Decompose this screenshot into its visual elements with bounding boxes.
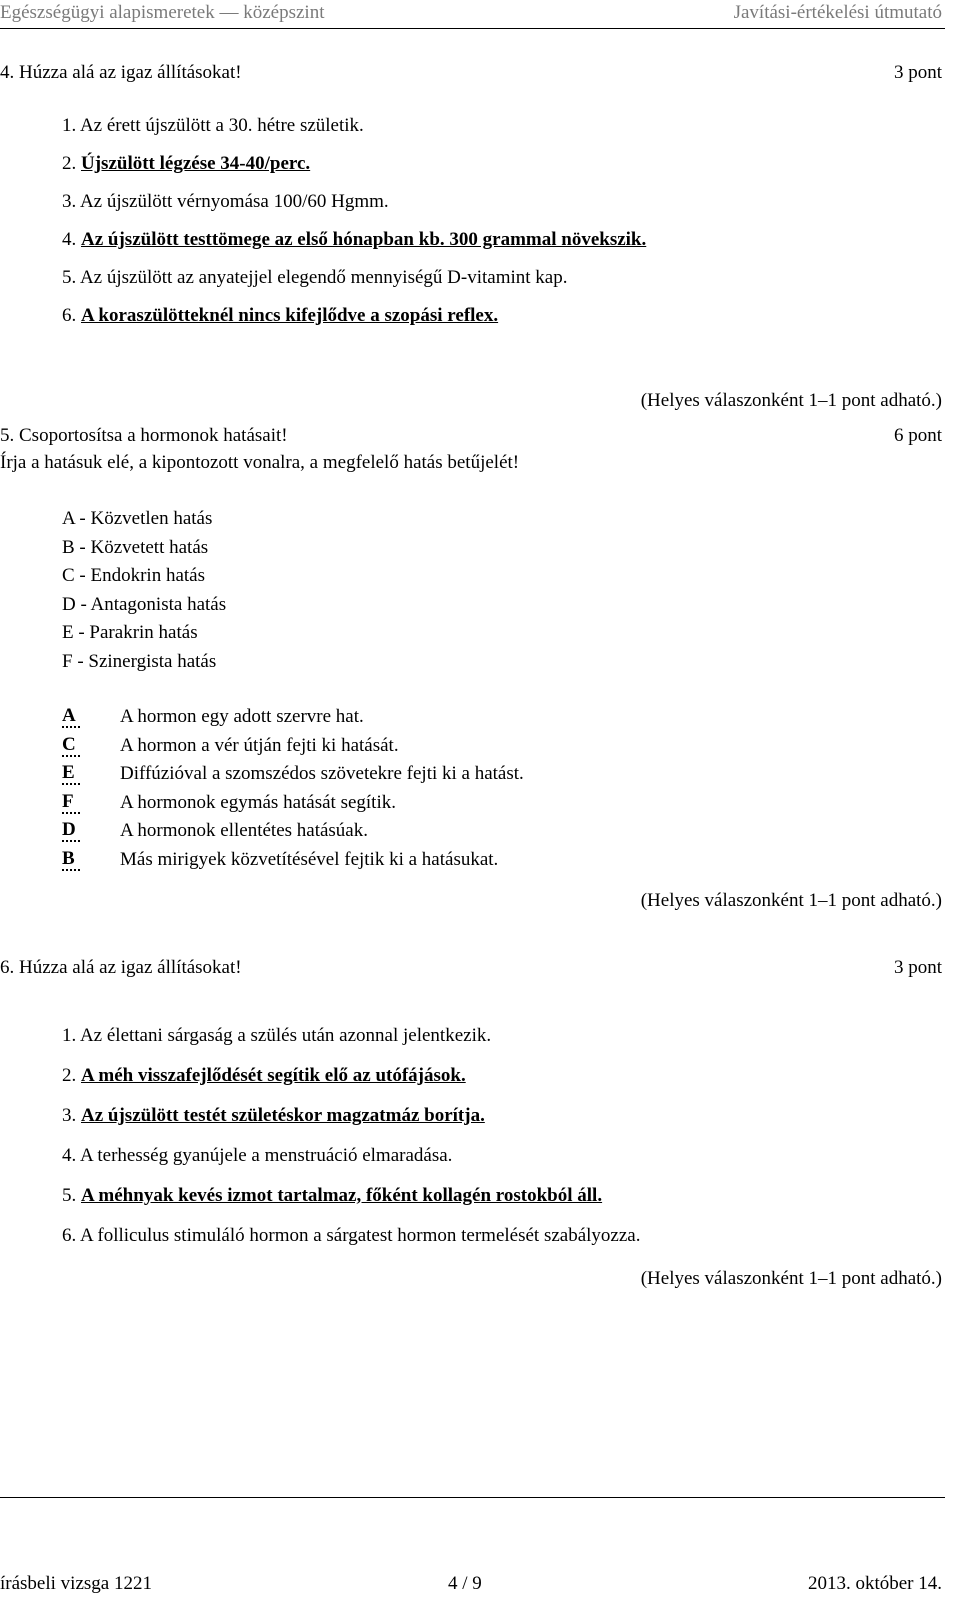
statement-text: Az újszülött vérnyomása 100/60 Hgmm. [79, 191, 389, 212]
answer-letter: E [62, 763, 80, 785]
answer-letter: B [62, 849, 80, 871]
answer-description: Más mirigyek közvetítésével fejtik ki a hatásukat. [120, 848, 499, 870]
statement-number: 5. [62, 267, 77, 288]
answer-description: A hormon a vér útján fejti ki hatását. [120, 734, 399, 756]
hormone-effect-option: B - Közvetett hatás [62, 536, 209, 558]
statement-row [62, 1225, 640, 1247]
q4-points: 3 pont [893, 62, 942, 83]
footer-date: 2013. október 14. [807, 1573, 942, 1594]
statement-number: 1. [62, 115, 77, 136]
answer-letter: C [62, 735, 80, 757]
statement-text: A folliculus stimuláló hormon a sárgatest hormon termelését szabályozza. [79, 1225, 641, 1246]
statement-text: A koraszülötteknél nincs kifejlődve a szopási reflex. [81, 305, 499, 326]
hormone-effect-option: A - Közvetlen hatás [62, 508, 213, 529]
answer-description: A hormon egy adott szervre hat. [120, 706, 364, 727]
statement-number: 6. [62, 305, 77, 326]
statement-row [62, 153, 310, 175]
answer-description: A hormonok egymás hatását segítik. [120, 791, 396, 813]
q5-instruction: Írja a hatásuk elé, a kipontozott vonalra, a megfelelő hatás betűjelét! [0, 452, 520, 473]
statement-row [62, 191, 389, 213]
statement-text: Az érett újszülött a 30. hétre születik. [79, 115, 364, 136]
q5-title: 5. Csoportosítsa a hormonok hatásait! [0, 425, 288, 446]
hormone-effect-option: D - Antagonista hatás [62, 593, 227, 615]
q6-note: (Helyes válaszonként 1–1 pont adható.) [640, 1268, 942, 1289]
statement-row [62, 1105, 485, 1127]
statement-number: 2. [62, 1065, 77, 1086]
statement-number: 4. [62, 1145, 77, 1166]
statement-text: Az újszülött testtömege az első hónapban kb. 300 grammal növekszik. [81, 229, 647, 250]
header-right: Javítási-értékelési útmutató [733, 2, 942, 23]
header-left: Egészségügyi alapismeretek — középszint [0, 2, 325, 23]
answer-letter: D [62, 820, 80, 842]
statement-row [62, 1065, 466, 1087]
header-rule [0, 28, 945, 29]
statement-text: Az élettani sárgaság a szülés után azonnal jelentkezik. [79, 1025, 492, 1046]
statement-text: A méh visszafejlődését segítik elő az utófájások. [81, 1065, 466, 1086]
statement-number: 5. [62, 1185, 77, 1206]
statement-number: 1. [62, 1025, 77, 1046]
statement-row [62, 229, 646, 251]
answer-letter: A [62, 706, 80, 728]
statement-row [62, 1145, 452, 1167]
statement-text: Újszülött légzése 34-40/perc. [81, 153, 311, 174]
statement-number: 3. [62, 191, 77, 212]
q4-title: 4. Húzza alá az igaz állításokat! [0, 62, 242, 83]
statement-number: 3. [62, 1105, 77, 1126]
q6-points: 3 pont [893, 957, 942, 978]
statement-text: A terhesség gyanújele a menstruáció elmaradása. [79, 1145, 453, 1166]
hormone-effect-option: C - Endokrin hatás [62, 565, 206, 586]
answer-letter: F [62, 792, 80, 814]
statement-number: 6. [62, 1225, 77, 1246]
footer-rule [0, 1497, 945, 1498]
statement-number: 2. [62, 153, 77, 174]
footer-page: 4 / 9 [448, 1573, 482, 1594]
hormone-effect-option: F - Szinergista hatás [62, 650, 217, 672]
statement-row [62, 305, 498, 327]
statement-text: Az újszülött az anyatejjel elegendő mennyiségű D-vitamint kap. [79, 267, 568, 288]
statement-text: A méhnyak kevés izmot tartalmaz, főként kollagén rostokból áll. [81, 1185, 603, 1206]
statement-row [62, 115, 364, 137]
statement-row [62, 267, 567, 289]
statement-number: 4. [62, 229, 77, 250]
statement-text: Az újszülött testét születéskor magzatmáz borítja. [81, 1105, 485, 1126]
q6-title: 6. Húzza alá az igaz állításokat! [0, 957, 242, 978]
footer-left: írásbeli vizsga 1221 [0, 1573, 152, 1594]
answer-description: Diffúzióval a szomszédos szövetekre fejti ki a hatást. [120, 763, 524, 784]
statement-row [62, 1185, 602, 1207]
q4-note: (Helyes válaszonként 1–1 pont adható.) [640, 390, 942, 411]
hormone-effect-option: E - Parakrin hatás [62, 622, 198, 643]
q5-points: 6 pont [893, 425, 942, 446]
q5-note: (Helyes válaszonként 1–1 pont adható.) [640, 890, 942, 911]
answer-description: A hormonok ellentétes hatásúak. [120, 820, 368, 841]
statement-row [62, 1025, 491, 1047]
